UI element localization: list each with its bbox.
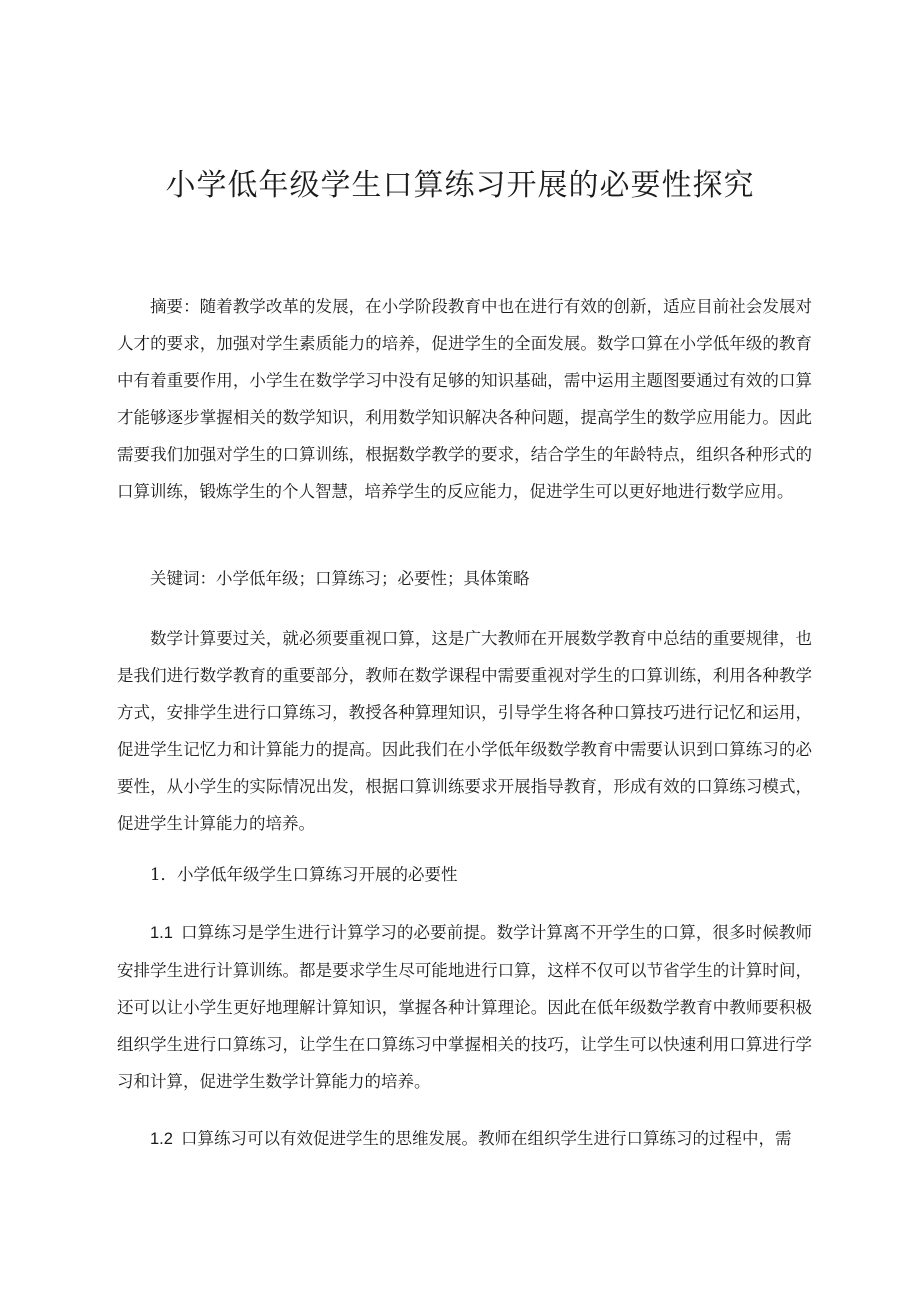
subsection-1-1-number: 1.1 [150,924,173,942]
document-title: 小学低年级学生口算练习开展的必要性探究 [165,168,755,203]
subsection-1-2-paragraph [117,1120,812,1158]
subsection-1-2-number: 1.2 [150,1130,173,1148]
subsection-1-1-text: 口算练习是学生进行计算学习的必要前提。数学计算离不开学生的口算，很多时候教师安排学生进行计算训练。都是要求学生尽可能地进行口算，这样不仅可以节省学生的计算时间，还可以让小学生更好地理解计算知识，掌握各种计算理论。因此在低年级数学教育中教师要积极组织学生进行口算练习，让学生在口算练习中掌握相关的技巧，让学生可以快速利用口算进行学习和计算，促进学生数学计算能力的培养。 [117,923,812,1091]
abstract-paragraph: 摘要：随着教学改革的发展，在小学阶段教育中也在进行有效的创新，适应目前社会发展对人才的要求，加强对学生素质能力的培养，促进学生的全面发展。数学口算在小学低年级的教育中有着重要作用，小学生在数学学习中没有足够的知识基础，需中运用主题图要通过有效的口算才能够逐步掌握相关的数学知识，利用数学知识解决各种问题，提高学生的数学应用能力。因此需要我们加强对学生的口算训练，根据数学教学的要求，结合学生的年龄特点，组织各种形式的口算训练，锻炼学生的个人智慧，培养学生的反应能力，促进学生可以更好地进行数学应用。 [117,297,812,501]
subsection-1-1-paragraph [117,914,812,1100]
subsection-1-2-text: 口算练习可以有效促进学生的思维发展。教师在组织学生进行口算练习的过程中，需 [180,1129,792,1148]
intro-paragraph: 数学计算要过关，就必须要重视口算，这是广大教师在开展数学教育中总结的重要规律，也是我们进行数学教育的重要部分，教师在数学课程中需要重视对学生的口算训练，利用各种教学方式，安排学生进行口算练习，教授各种算理知识，引导学生将各种口算技巧进行记忆和运用，促进学生记忆力和计算能力的提高。因此我们在小学低年级数学教育中需要认识到口算练习的必要性，从小学生的实际情况出发，根据口算训练要求开展指导教育，形成有效的口算练习模式，促进学生计算能力的培养。 [117,629,812,833]
keywords-line: 关键词：小学低年级；口算练习；必要性；具体策略 [150,569,530,588]
section-1-heading: 1．小学低年级学生口算练习开展的必要性 [150,865,458,884]
